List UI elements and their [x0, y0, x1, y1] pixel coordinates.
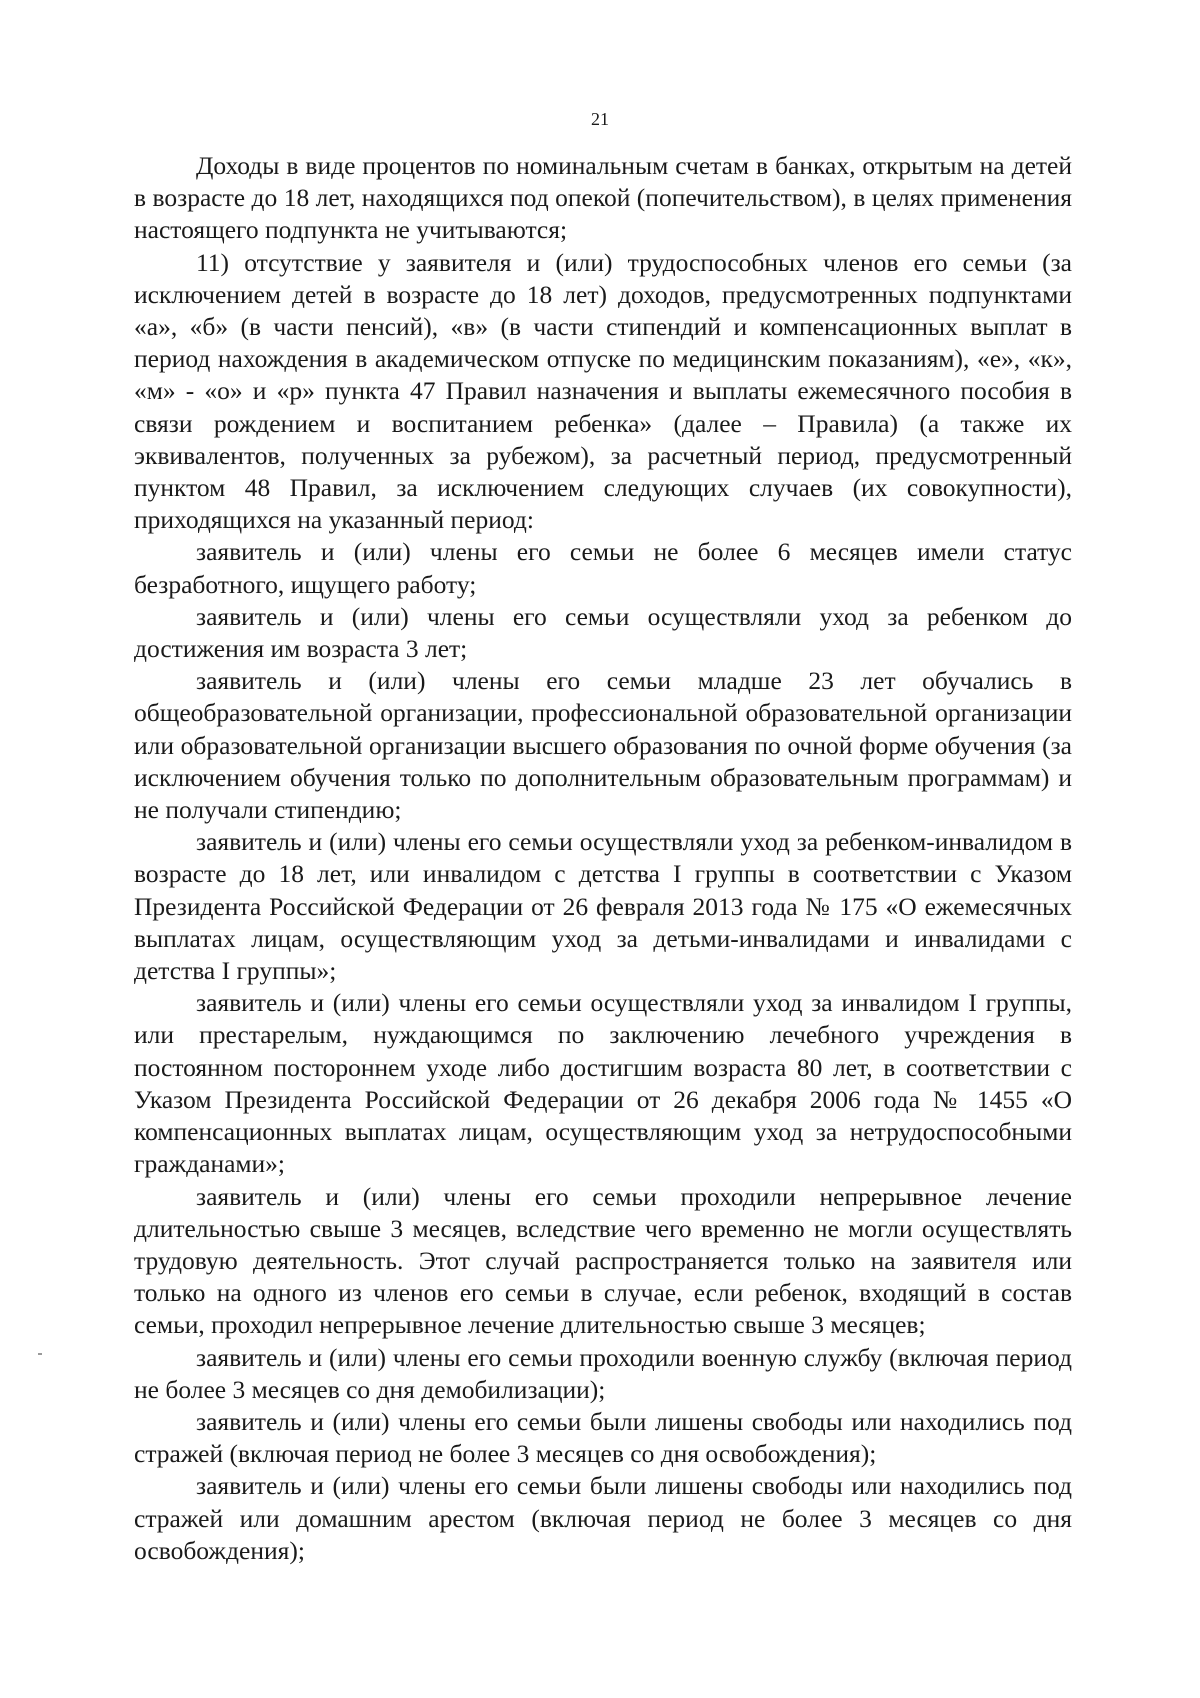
paragraph-house-arrest: заявитель и (или) члены его семьи были лишены свободы или находились под стражей или домашним арестом (включая период не более 3 месяцев со дня освобождения); [134, 1471, 1072, 1565]
page-number: 21 [591, 109, 609, 129]
paragraph-disabled-child-care: заявитель и (или) члены его семьи осуществляли уход за ребенком-инвалидом в возрасте до 18 лет, или инвалидом с детства I группы в соответствии с Указом Президента Российской Федерации от 26 февраля 2013 года № 175 «О ежемесячных выплатах лицам, осуществляющим уход за детьми-инвалидами и инвалидами с детства I группы»; [134, 827, 1072, 986]
document-body [134, 150, 1072, 1567]
paragraph-medical-treatment: заявитель и (или) члены его семьи проходили непрерывное лечение длительностью свыше 3 месяцев, вследствие чего временно не могли осуществлять трудовую деятельность. Этот случай распространяется только на заявителя или только на одного из членов его семьи в случае, если ребенок, входящий в состав семьи, проходил непрерывное лечение длительностью свыше 3 месяцев; [134, 1181, 1072, 1340]
paragraph-disabled-elderly-care: заявитель и (или) члены его семьи осуществляли уход за инвалидом I группы, или престарелым, нуждающимся по заключению лечебного учреждения в постоянном постороннем уходе либо достигшим возраста 80 лет, в соответствии с Указом Президента Российской Федерации от 26 декабря 2006 года № 1455 «О компенсационных выплатах лицам, осуществляющим уход за нетрудоспособными гражданами»; [134, 988, 1072, 1179]
paragraph-subitem-11: 11) отсутствие у заявителя и (или) трудоспособных членов его семьи (за исключением детей в возрасте до 18 лет) доходов, предусмотренных подпунктами «а», «б» (в части пенсий), «в» (в части стипендий и компенсационных выплат в период нахождения в академическом отпуске по медицинским показаниям), «е», «к», «м» - «о» и «р» пункта 47 Правил назначения и выплаты ежемесячного пособия в связи рождением и воспитанием ребенка» (далее – Правила) (а также их эквивалентов, полученных за рубежом), за расчетный период, предусмотренный пунктом 48 Правил, за исключением следующих случаев (их совокупности), приходящихся на указанный период: [134, 247, 1072, 535]
paragraph-education: заявитель и (или) члены его семьи младше 23 лет обучались в общеобразовательной организации, профессиональной образовательной организации или образовательной организации высшего образования по очной форме обучения (за исключением обучения только по дополнительным образовательным программам) и не получали стипендию; [134, 666, 1072, 825]
paragraph-unemployed: заявитель и (или) члены его семьи не более 6 месяцев имели статус безработного, ищущего работу; [134, 537, 1072, 599]
paragraph-interest-income: Доходы в виде процентов по номинальным счетам в банках, открытым на детей в возрасте до 18 лет, находящихся под опекой (попечительством), в целях применения настоящего подпункта не учитываются; [134, 151, 1072, 245]
paragraph-child-care: заявитель и (или) члены его семьи осуществляли уход за ребенком до достижения им возраста 3 лет; [134, 601, 1072, 664]
scan-speck [38, 1353, 42, 1355]
paragraph-military-service: заявитель и (или) члены его семьи проходили военную службу (включая период не более 3 месяцев со дня демобилизации); [134, 1342, 1072, 1404]
paragraph-imprisonment: заявитель и (или) члены его семьи были лишены свободы или находились под стражей (включая период не более 3 месяцев со дня освобождения); [134, 1406, 1072, 1469]
